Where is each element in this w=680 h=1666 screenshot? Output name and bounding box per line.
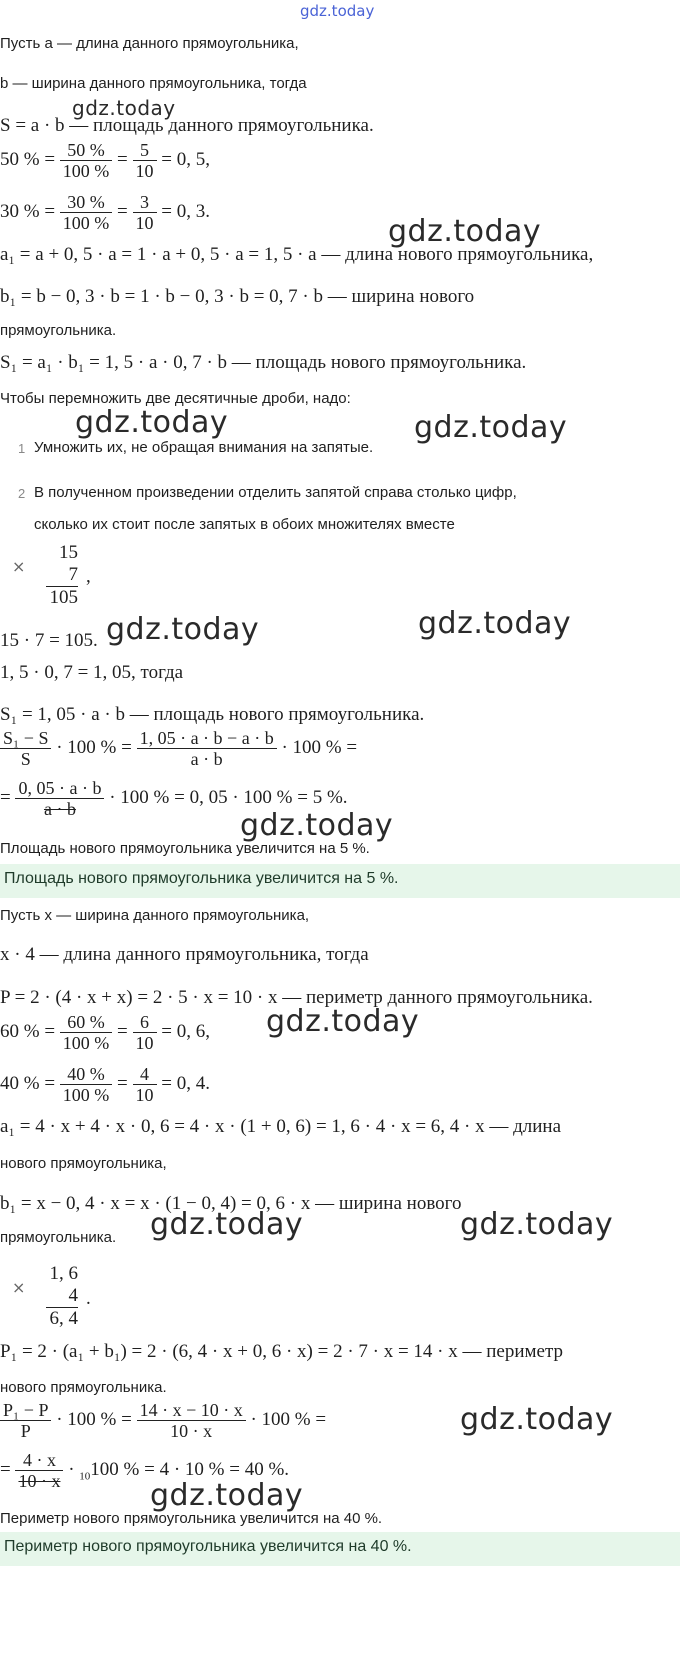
t1-f1-mid: · 100 % = bbox=[56, 736, 132, 758]
t2-percent-60 bbox=[0, 1012, 210, 1053]
t2-answer-box bbox=[0, 1532, 680, 1566]
watermark: gdz.today bbox=[418, 606, 572, 641]
t1-col-m3: 105 bbox=[46, 586, 78, 609]
t1-frac-3: 3 bbox=[133, 192, 157, 213]
t1-column-mult bbox=[46, 542, 78, 609]
t1-col-m2: 7 bbox=[68, 564, 78, 585]
t1-line-1: Пусть a — длина данного прямоугольника, bbox=[0, 35, 299, 52]
t2-l4-eq: = bbox=[117, 1020, 128, 1042]
t1-l4-lead: 50 % = bbox=[0, 148, 56, 170]
t2-frac-40-den: 100 % bbox=[62, 1085, 110, 1105]
t1-frac-50 bbox=[60, 140, 113, 181]
t2-formula-1 bbox=[0, 1400, 326, 1441]
t2-frac-10b: 10 bbox=[135, 1085, 154, 1105]
t2-line-b1: b₁ = x − 0, 4 · x = x · (1 − 0, 4) = 0, 6 · x — ширина нового bbox=[0, 1193, 462, 1214]
t2-frac-40-num: 40 % bbox=[60, 1064, 113, 1085]
t2-frac-4: 4 bbox=[133, 1064, 157, 1085]
t2-col-m2: 4 bbox=[68, 1285, 78, 1306]
watermark: gdz.today bbox=[72, 96, 176, 120]
t1-line-s1: S₁ = a₁ · b₁ = 1, 5 · a · 0, 7 · b — площадь нового прямоугольника. bbox=[0, 352, 527, 373]
t1-frac-30-den: 100 % bbox=[62, 213, 110, 233]
t1-item-2a: В полученном произведении отделить запятой справа столько цифр, bbox=[34, 484, 517, 501]
t2-line-new-rect: нового прямоугольника, bbox=[0, 1155, 167, 1172]
t1-l4-tail: = 0, 5, bbox=[161, 148, 210, 170]
watermark: gdz.today bbox=[150, 1478, 304, 1513]
t2-f2-mid: · 100 % = bbox=[250, 1408, 327, 1430]
t2-f1 bbox=[0, 1400, 51, 1441]
t2-col-m3: 6, 4 bbox=[46, 1307, 78, 1330]
t2-line-new-rect-2: нового прямоугольника. bbox=[0, 1379, 167, 1396]
t1-f2 bbox=[137, 728, 277, 769]
t1-l5-lead: 30 % = bbox=[0, 200, 56, 222]
t2-f3-den: 10 · x bbox=[18, 1471, 61, 1491]
t1-line-s1-new: S₁ = 1, 05 · a · b — площадь нового прямоугольника. bbox=[0, 704, 425, 725]
t1-frac-5: 5 bbox=[133, 140, 157, 161]
t1-percent-30 bbox=[0, 192, 210, 233]
watermark: gdz.today bbox=[266, 1004, 420, 1039]
watermark-top: gdz.today bbox=[300, 2, 375, 20]
watermark: gdz.today bbox=[150, 1207, 304, 1242]
t1-col-tail: , bbox=[86, 566, 91, 587]
t1-frac-10: 10 bbox=[135, 161, 154, 181]
t2-f3-sub: 10 bbox=[79, 1470, 91, 1483]
t1-line-15x7: 15 · 7 = 105. bbox=[0, 630, 98, 651]
t1-line-b1: b₁ = b − 0, 3 · b = 1 · b − 0, 3 · b = 0, 7 · b — ширина нового bbox=[0, 286, 475, 307]
t2-l5-eq: = bbox=[117, 1072, 128, 1094]
t1-l5-eq: = bbox=[117, 200, 128, 222]
t2-answer: Периметр нового прямоугольника увеличится на 40 %. bbox=[4, 1538, 412, 1555]
t2-frac-6-10 bbox=[133, 1012, 157, 1053]
t2-frac-6: 6 bbox=[133, 1012, 157, 1033]
t1-frac-50-den: 100 % bbox=[62, 161, 110, 181]
t1-item-2-number: 2 bbox=[18, 486, 26, 501]
t2-f1-mid: · 100 % = bbox=[56, 1408, 132, 1430]
t1-item-1-number: 1 bbox=[18, 441, 26, 456]
t1-f1-den: S bbox=[20, 749, 31, 769]
t2-f2 bbox=[137, 1400, 246, 1441]
t1-f2-mid: · 100 % = bbox=[281, 736, 358, 758]
t1-answer: Площадь нового прямоугольника увеличится на 5 %. bbox=[4, 870, 399, 887]
t2-f2-num: 14 · x − 10 · x bbox=[137, 1400, 246, 1421]
watermark: gdz.today bbox=[388, 214, 542, 249]
t2-frac-10: 10 bbox=[135, 1033, 154, 1053]
t2-col-tail: . bbox=[86, 1288, 91, 1309]
t2-line-3: P = 2 · (4 · x + x) = 2 · 5 · x = 10 · x — периметр данного прямоугольника. bbox=[0, 987, 593, 1008]
t2-frac-4-10 bbox=[133, 1064, 157, 1105]
t1-col-m1: 15 bbox=[59, 542, 78, 563]
t2-line-rect: прямоугольника. bbox=[0, 1229, 117, 1246]
t1-f2-num: 1, 05 · a · b − a · b bbox=[137, 728, 277, 749]
t1-item-2b: сколько их стоит после запятых в обоих множителях вместе bbox=[34, 516, 455, 533]
t1-f2-den: a · b bbox=[190, 749, 223, 769]
t1-line-product: 1, 5 · 0, 7 = 1, 05, тогда bbox=[0, 662, 184, 683]
t2-line-p1: P₁ = 2 · (a₁ + b₁) = 2 · (6, 4 · x + 0, 6 · x) = 2 · 7 · x = 14 · x — периметр bbox=[0, 1341, 564, 1362]
t2-f3-mid: 100 % = 4 · 10 % = 40 %. bbox=[90, 1458, 290, 1480]
t2-f3 bbox=[15, 1450, 63, 1491]
t2-f1-den: P bbox=[20, 1421, 31, 1441]
t2-l4-tail: = 0, 6, bbox=[161, 1020, 210, 1042]
t1-f3-mid: · 100 % = 0, 05 · 100 % = 5 %. bbox=[109, 786, 348, 808]
t2-l5-lead: 40 % = bbox=[0, 1072, 56, 1094]
t2-line-2: x · 4 — длина данного прямоугольника, тогда bbox=[0, 944, 369, 965]
watermark: gdz.today bbox=[75, 405, 229, 440]
t1-frac-30-num: 30 % bbox=[60, 192, 113, 213]
t2-f1-num: P₁ − P bbox=[0, 1400, 51, 1421]
t1-line-rule: Чтобы перемножить две десятичные дроби, надо: bbox=[0, 390, 351, 407]
t2-conclusion: Периметр нового прямоугольника увеличится на 40 %. bbox=[0, 1510, 383, 1527]
t1-answer-box bbox=[0, 864, 680, 898]
watermark: gdz.today bbox=[414, 410, 568, 445]
t1-f3-den: a · b bbox=[43, 799, 76, 819]
watermark: gdz.today bbox=[460, 1207, 614, 1242]
t1-frac-5-10 bbox=[133, 140, 157, 181]
t2-line-a1: a₁ = 4 · x + 4 · x · 0, 6 = 4 · x · (1 + 0, 6) = 1, 6 · 4 · x = 6, 4 · x — длина bbox=[0, 1116, 562, 1137]
t2-col-m1: 1, 6 bbox=[49, 1263, 78, 1284]
t1-conclusion: Площадь нового прямоугольника увеличится на 5 %. bbox=[0, 840, 370, 857]
t2-f3-dot: · bbox=[68, 1458, 75, 1480]
t1-line-3: S = a · b — площадь данного прямоугольника. bbox=[0, 115, 374, 136]
t1-f1-num: S₁ − S bbox=[0, 728, 51, 749]
t2-l5-tail: = 0, 4. bbox=[161, 1072, 210, 1094]
t2-percent-40 bbox=[0, 1064, 210, 1105]
t1-line-2: b — ширина данного прямоугольника, тогда bbox=[0, 75, 307, 92]
t1-frac-30 bbox=[60, 192, 113, 233]
t1-line-rect: прямоугольника. bbox=[0, 322, 117, 339]
t1-l5-tail: = 0, 3. bbox=[161, 200, 210, 222]
watermark: gdz.today bbox=[240, 808, 394, 843]
t1-f3 bbox=[15, 778, 104, 819]
t2-f2-den: 10 · x bbox=[170, 1421, 213, 1441]
t1-frac-50-num: 50 % bbox=[60, 140, 113, 161]
t1-l4-eq: = bbox=[117, 148, 128, 170]
t2-multiply-sign: × bbox=[12, 1278, 26, 1297]
t2-column-mult bbox=[46, 1263, 78, 1330]
t1-item-1: Умножить их, не обращая внимания на запятые. bbox=[34, 439, 374, 456]
t2-frac-60-den: 100 % bbox=[62, 1033, 110, 1053]
t1-multiply-sign: × bbox=[12, 557, 26, 576]
watermark: gdz.today bbox=[460, 1402, 614, 1437]
t1-frac-3-10 bbox=[133, 192, 157, 233]
t1-f3-num: 0, 05 · a · b bbox=[15, 778, 104, 799]
t1-percent-50 bbox=[0, 140, 210, 181]
t1-formula-1 bbox=[0, 728, 357, 769]
t1-f1 bbox=[0, 728, 51, 769]
t2-f3-pre: = bbox=[0, 1458, 11, 1480]
watermark: gdz.today bbox=[106, 612, 260, 647]
t1-line-a1: a₁ = a + 0, 5 · a = 1 · a + 0, 5 · a = 1, 5 · a — длина нового прямоугольника, bbox=[0, 244, 594, 265]
t2-l4-lead: 60 % = bbox=[0, 1020, 56, 1042]
t2-line-1: Пусть x — ширина данного прямоугольника, bbox=[0, 907, 310, 924]
t1-frac-10b: 10 bbox=[135, 213, 154, 233]
t2-frac-60-num: 60 % bbox=[60, 1012, 113, 1033]
t2-frac-60 bbox=[60, 1012, 113, 1053]
t2-f3-num: 4 · x bbox=[15, 1450, 63, 1471]
t2-frac-40 bbox=[60, 1064, 113, 1105]
t1-f3-pre: = bbox=[0, 786, 11, 808]
